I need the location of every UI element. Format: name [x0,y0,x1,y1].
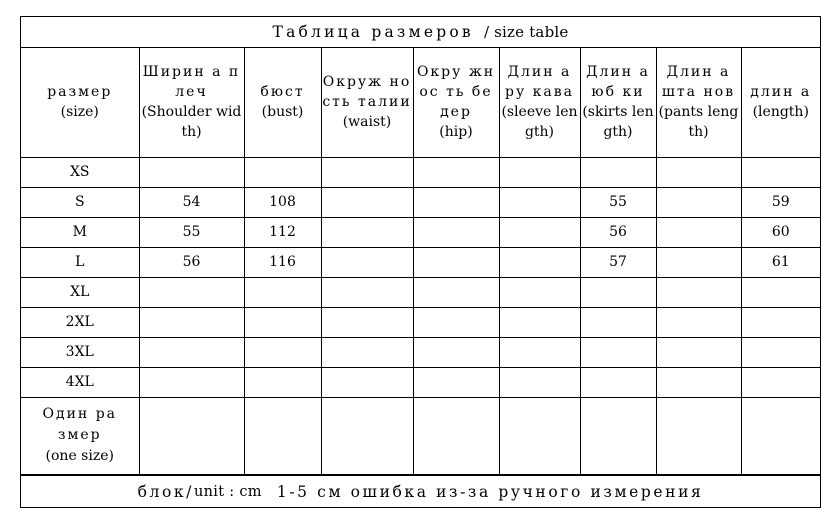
table-cell [580,307,656,337]
footer-note [21,475,820,507]
table-cell [499,337,580,367]
size-table [21,48,820,475]
table-cell [413,277,499,307]
col-header-skirt: Длин а юб ки (skirts length) [580,48,656,157]
table-row [21,187,820,217]
table-cell [656,247,741,277]
table-row [21,277,820,307]
table-cell [499,157,580,187]
table-cell [580,367,656,397]
table-cell [656,367,741,397]
table-cell: 108 [244,187,321,217]
table-cell [580,337,656,367]
table-cell [321,307,413,337]
size-label: 2XL [21,307,139,337]
one-size-label: Один ра змер (one size) [21,397,139,474]
table-cell [499,247,580,277]
col-header-pants: Длин а шта нов (pants length) [656,48,741,157]
table-cell [244,367,321,397]
table-cell [741,307,820,337]
table-cell [244,157,321,187]
size-label: 3XL [21,337,139,367]
table-cell [741,367,820,397]
title-ru: Таблица размеров [272,23,474,41]
col-header-waist: Окруж ность талии (waist) [321,48,413,157]
table-cell [321,367,413,397]
table-cell: 55 [139,217,244,247]
table-cell [656,307,741,337]
table-cell: 56 [139,247,244,277]
table-cell [656,187,741,217]
table-cell [139,277,244,307]
table-cell [244,277,321,307]
size-chart [20,16,821,508]
title-en: / size table [483,23,569,41]
table-cell [244,307,321,337]
table-cell [413,337,499,367]
table-cell [413,397,499,474]
table-cell [321,217,413,247]
table-row [21,307,820,337]
size-label: XL [21,277,139,307]
table-cell [413,187,499,217]
table-cell [499,367,580,397]
col-header-hip: Окру жнос ть бе дер (hip) [413,48,499,157]
table-cell: 56 [580,217,656,247]
table-cell [139,337,244,367]
col-header-bust: бюст (bust) [244,48,321,157]
col-header-size: размер (size) [21,48,139,157]
table-cell [321,187,413,217]
table-cell [499,397,580,474]
table-cell [656,217,741,247]
table-cell: 61 [741,247,820,277]
table-cell [656,277,741,307]
table-cell: 60 [741,217,820,247]
table-row [21,367,820,397]
table-cell [413,217,499,247]
table-row [21,247,820,277]
table-cell [321,397,413,474]
table-cell [413,247,499,277]
table-cell [741,337,820,367]
size-label: 4XL [21,367,139,397]
table-cell [321,337,413,367]
footer-unit: unit : cm [193,483,262,500]
table-cell: 57 [580,247,656,277]
table-cell [499,307,580,337]
table-cell: 59 [741,187,820,217]
col-header-shoulder: Ширин а плеч (Shoulder width) [139,48,244,157]
table-cell [413,307,499,337]
table-row [21,157,820,187]
table-cell [321,157,413,187]
table-cell [499,217,580,247]
table-row [21,337,820,367]
table-cell [741,277,820,307]
size-label: XS [21,157,139,187]
table-cell [139,397,244,474]
table-cell [580,277,656,307]
table-cell: 116 [244,247,321,277]
table-cell [580,397,656,474]
table-cell: 112 [244,217,321,247]
table-cell [413,157,499,187]
table-cell [244,397,321,474]
footer-text: 1-5 см ошибка из-за ручного измерения [276,482,704,501]
size-label: S [21,187,139,217]
table-cell [139,157,244,187]
table-cell [741,397,820,474]
table-cell [656,157,741,187]
table-cell [499,187,580,217]
table-cell [139,367,244,397]
table-cell [656,337,741,367]
col-header-sleeve: Длин а ру кава (sleeve length) [499,48,580,157]
table-cell [321,277,413,307]
table-cell: 54 [139,187,244,217]
table-cell [244,337,321,367]
table-cell [741,157,820,187]
table-cell [656,397,741,474]
footer-prefix: блок/ [137,482,194,501]
table-cell [413,367,499,397]
table-row [21,217,820,247]
size-label: L [21,247,139,277]
table-cell [321,247,413,277]
table-cell [580,157,656,187]
table-title [21,17,820,48]
table-cell [139,307,244,337]
col-header-length: длин а (length) [741,48,820,157]
one-size-row [21,397,820,474]
table-cell: 55 [580,187,656,217]
size-label: M [21,217,139,247]
header-row [21,48,820,157]
table-cell [499,277,580,307]
